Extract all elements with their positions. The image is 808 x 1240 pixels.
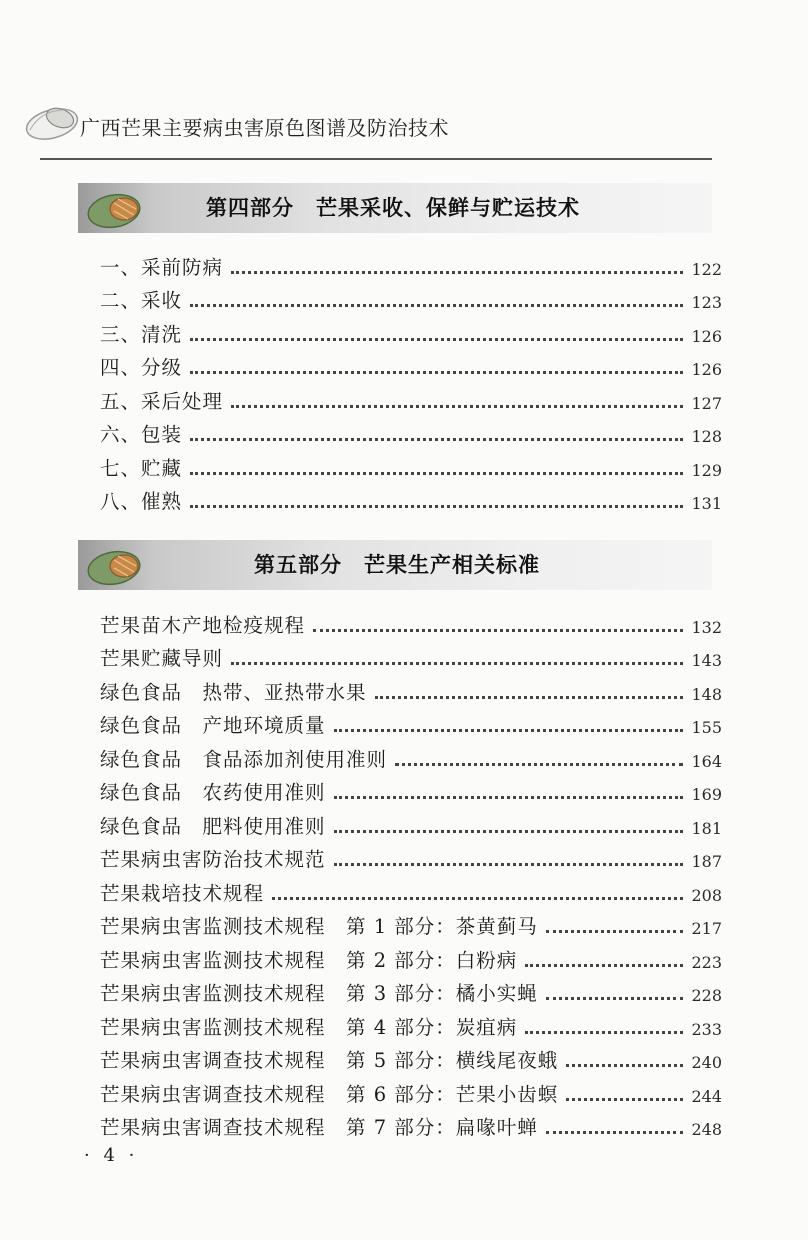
toc-entry-page: 131 bbox=[691, 494, 722, 513]
toc-entry-label: 芒果病虫害调查技术规程 第 6 部分：芒果小齿螟 bbox=[100, 1082, 559, 1106]
toc-entry[interactable] bbox=[100, 246, 722, 280]
dot-leader bbox=[566, 1064, 683, 1067]
dot-leader bbox=[334, 729, 684, 732]
toc-entry-label: 二、采收 bbox=[100, 289, 183, 312]
toc-entry[interactable] bbox=[100, 705, 722, 739]
dot-leader bbox=[334, 863, 684, 866]
toc-entry[interactable] bbox=[100, 347, 722, 381]
toc-entry-page: 126 bbox=[691, 360, 722, 379]
section-title: 第五部分 芒果生产相关标准 bbox=[254, 553, 540, 577]
dot-leader bbox=[231, 271, 683, 274]
toc-entry-label: 七、贮藏 bbox=[100, 456, 183, 480]
toc-entry-label: 绿色食品 热带、亚热带水果 bbox=[100, 680, 367, 704]
toc-entry-label: 六、包装 bbox=[100, 423, 183, 446]
toc-entry-page: 228 bbox=[691, 986, 722, 1005]
dot-leader bbox=[395, 763, 683, 766]
toc-entry-label: 芒果病虫害调查技术规程 第 7 部分：扁喙叶蝉 bbox=[100, 1116, 538, 1139]
toc-entry[interactable] bbox=[100, 638, 722, 672]
toc-entry[interactable] bbox=[100, 671, 722, 705]
toc-entry[interactable] bbox=[100, 1006, 722, 1040]
toc-entry-label: 五、采后处理 bbox=[100, 389, 224, 413]
dot-leader bbox=[566, 1098, 683, 1101]
toc-entry[interactable] bbox=[100, 906, 722, 940]
toc-entry-page: 217 bbox=[691, 919, 722, 938]
toc-entry-label: 一、采前防病 bbox=[100, 255, 224, 279]
toc-list-part5 bbox=[100, 604, 722, 1140]
toc-entry-label: 绿色食品 产地环境质量 bbox=[100, 714, 326, 737]
toc-entry[interactable] bbox=[100, 447, 722, 481]
toc-entry[interactable] bbox=[100, 738, 722, 772]
toc-entry[interactable] bbox=[100, 313, 722, 347]
toc-entry[interactable] bbox=[100, 839, 722, 873]
toc-entry-label: 芒果苗木产地检疫规程 bbox=[100, 613, 306, 637]
toc-entry-label: 芒果贮藏导则 bbox=[100, 647, 224, 670]
toc-entry-page: 155 bbox=[691, 718, 722, 737]
mango-leaf-icon bbox=[22, 96, 82, 144]
toc-entry-label: 芒果病虫害防治技术规范 bbox=[100, 848, 326, 871]
dot-leader bbox=[334, 830, 684, 833]
toc-entry-page: 223 bbox=[691, 952, 722, 972]
section-banner-part4 bbox=[78, 183, 712, 233]
toc-entry-page: 169 bbox=[691, 785, 722, 804]
toc-entry-label: 芒果病虫害监测技术规程 第 1 部分：茶黄蓟马 bbox=[100, 915, 538, 938]
dot-leader bbox=[525, 964, 683, 967]
dot-leader bbox=[546, 1131, 684, 1134]
page-number: · 4 · bbox=[84, 1145, 139, 1166]
dot-leader bbox=[375, 696, 684, 699]
toc-entry-page: 208 bbox=[691, 885, 722, 905]
running-header bbox=[22, 96, 722, 144]
toc-entry-page: 129 bbox=[691, 460, 722, 480]
toc-entry-page: 123 bbox=[691, 293, 722, 312]
toc-entry[interactable] bbox=[100, 939, 722, 973]
toc-entry-label: 三、清洗 bbox=[100, 322, 183, 346]
toc-entry-page: 126 bbox=[691, 326, 722, 346]
dot-leader bbox=[231, 405, 683, 408]
toc-entry-page: 132 bbox=[691, 617, 722, 637]
toc-entry-page: 164 bbox=[691, 751, 722, 771]
header-divider bbox=[40, 158, 712, 160]
section-banner-part5 bbox=[78, 540, 712, 590]
toc-entry-label: 四、分级 bbox=[100, 356, 183, 379]
toc-entry[interactable] bbox=[100, 414, 722, 448]
dot-leader bbox=[231, 662, 683, 665]
toc-entry[interactable] bbox=[100, 772, 722, 806]
dot-leader bbox=[190, 338, 683, 341]
toc-entry-label: 芒果病虫害监测技术规程 第 4 部分：炭疽病 bbox=[100, 1015, 518, 1039]
toc-entry-page: 244 bbox=[691, 1086, 722, 1106]
toc-entry[interactable] bbox=[100, 1073, 722, 1107]
dot-leader bbox=[546, 930, 684, 933]
toc-entry-label: 芒果病虫害监测技术规程 第 3 部分：橘小实蝇 bbox=[100, 982, 538, 1005]
toc-entry-label: 芒果病虫害调查技术规程 第 5 部分：横线尾夜蛾 bbox=[100, 1049, 559, 1072]
dot-leader bbox=[190, 371, 683, 374]
toc-entry-label: 芒果栽培技术规程 bbox=[100, 881, 265, 905]
toc-entry-page: 122 bbox=[691, 259, 722, 279]
toc-entry-label: 芒果病虫害监测技术规程 第 2 部分：白粉病 bbox=[100, 948, 518, 972]
toc-entry-page: 148 bbox=[691, 684, 722, 704]
toc-entry[interactable] bbox=[100, 872, 722, 906]
toc-entry[interactable] bbox=[100, 380, 722, 414]
dot-leader bbox=[313, 629, 683, 632]
toc-entry-label: 绿色食品 肥料使用准则 bbox=[100, 814, 326, 838]
book-title: 广西芒果主要病虫害原色图谱及防治技术 bbox=[80, 116, 449, 140]
dot-leader bbox=[272, 897, 683, 900]
toc-entry-label: 绿色食品 农药使用准则 bbox=[100, 781, 326, 804]
dot-leader bbox=[525, 1031, 683, 1034]
toc-entry[interactable] bbox=[100, 805, 722, 839]
mango-icon bbox=[78, 540, 158, 590]
toc-entry[interactable] bbox=[100, 1040, 722, 1074]
dot-leader bbox=[334, 796, 684, 799]
toc-entry-page: 248 bbox=[691, 1120, 722, 1139]
toc-entry-label: 八、催熟 bbox=[100, 490, 183, 513]
toc-entry-page: 143 bbox=[691, 651, 722, 670]
dot-leader bbox=[546, 997, 684, 1000]
toc-entry-page: 181 bbox=[691, 818, 722, 838]
section-title: 第四部分 芒果采收、保鲜与贮运技术 bbox=[206, 196, 580, 220]
toc-entry-page: 128 bbox=[691, 427, 722, 446]
toc-entry[interactable] bbox=[100, 973, 722, 1007]
toc-entry-page: 233 bbox=[691, 1019, 722, 1039]
dot-leader bbox=[190, 438, 683, 441]
dot-leader bbox=[190, 304, 683, 307]
dot-leader bbox=[190, 472, 683, 475]
toc-entry-page: 187 bbox=[691, 852, 722, 871]
toc-entry[interactable] bbox=[100, 481, 722, 515]
toc-entry-label: 绿色食品 食品添加剂使用准则 bbox=[100, 747, 388, 771]
toc-list-part4 bbox=[100, 246, 722, 514]
mango-icon bbox=[78, 183, 158, 233]
dot-leader bbox=[190, 505, 683, 508]
toc-entry-page: 240 bbox=[691, 1053, 722, 1072]
toc-entry[interactable] bbox=[100, 1107, 722, 1141]
toc-entry[interactable] bbox=[100, 604, 722, 638]
toc-entry[interactable] bbox=[100, 280, 722, 314]
toc-entry-page: 127 bbox=[691, 393, 722, 413]
